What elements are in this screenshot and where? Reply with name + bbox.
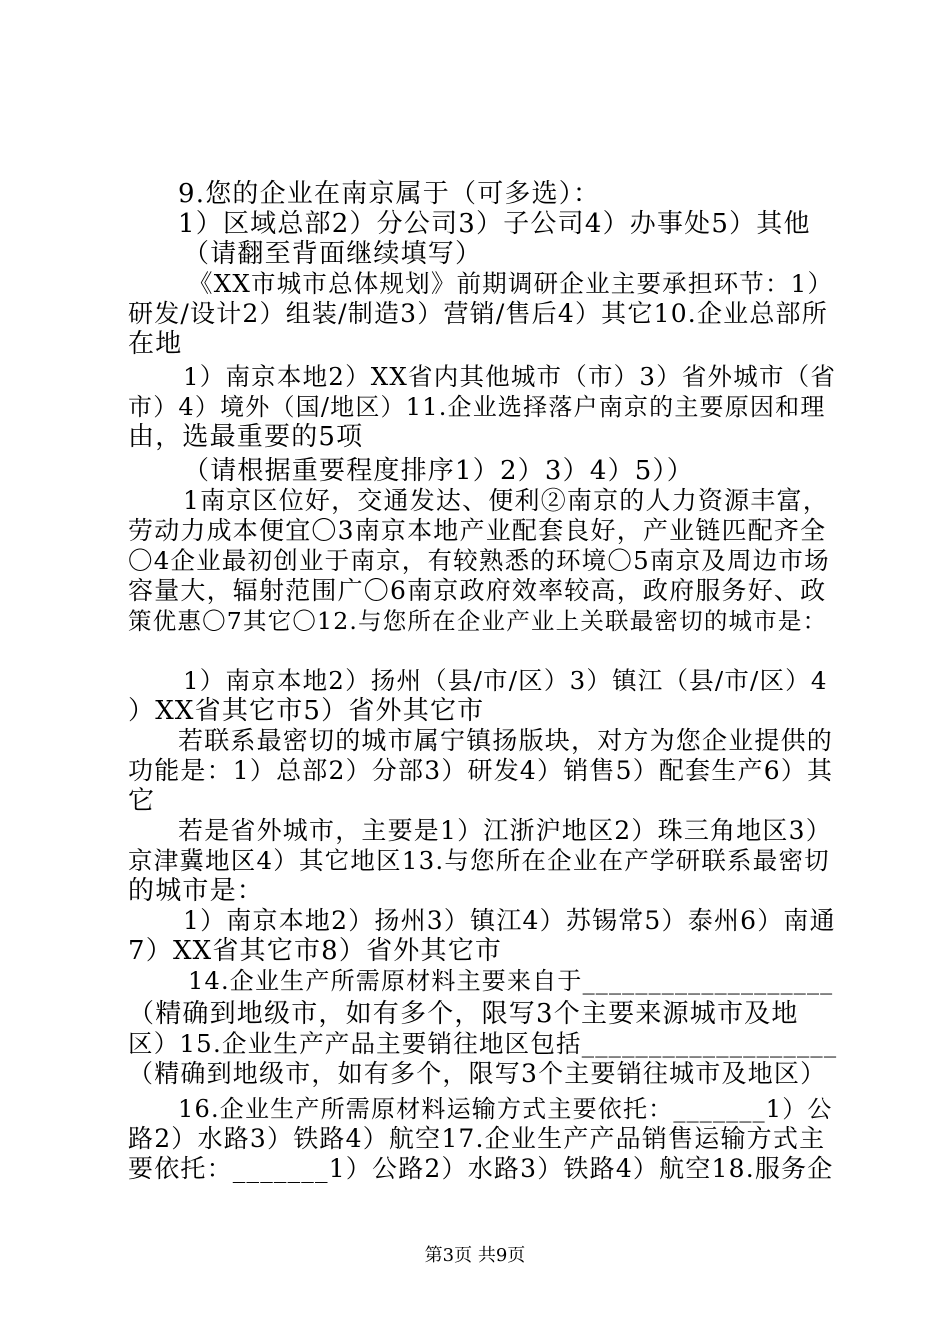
question-text-line: 若是省外城市，主要是1）江浙沪地区2）珠三角地区3） xyxy=(178,816,832,845)
question-text-line: 7）XX省其它市8）省外其它市 xyxy=(128,936,503,966)
ranking-note: （请根据重要程度排序1）2）3）4）5）） xyxy=(183,456,694,486)
page-number-footer: 第3页 共9页 xyxy=(424,1245,526,1266)
question-16-text: 16.企业生产所需原材料运输方式主要依托：_______1）公 xyxy=(178,1095,833,1123)
question-text-line: 路2）水路3）铁路4）航空17.企业生产产品销售运输方式主 xyxy=(128,1124,826,1153)
question-text-line: 研发/设计2）组装/制造3）营销/售后4）其它10.企业总部所 xyxy=(128,299,828,328)
question-text-line: 若联系最密切的城市属宁镇扬版块，对方为您企业提供的 xyxy=(178,726,834,755)
question-text-line: （精确到地级市，如有多个，限写3个主要销往城市及地区） xyxy=(128,1059,827,1088)
question-text-line: 〇4企业最初创业于南京，有较熟悉的环境〇5南京及周边市场 xyxy=(128,546,830,575)
question-text-line: 《XX市城市总体规划》前期调研企业主要承担环节：1） xyxy=(188,269,834,298)
question-11-options: 1南京区位好，交通发达、便利②南京的人力资源丰富， xyxy=(183,486,829,515)
question-15-text: 区）15.企业生产产品主要销往地区包括___________________ xyxy=(128,1029,838,1058)
question-text-line: 在地 xyxy=(128,329,183,359)
question-14-text: 14.企业生产所需原材料主要来自于___________________ xyxy=(188,967,834,995)
question-text-line: 市）4）境外（国/地区）11.企业选择落户南京的主要原因和理 xyxy=(128,393,826,421)
question-text-line: （精确到地级市，如有多个，限写3个主要来源城市及地 xyxy=(128,999,799,1029)
turn-page-note: （请翻至背面继续填写） xyxy=(183,239,483,269)
question-text-line: 劳动力成本便宜〇3南京本地产业配套良好，产业链匹配齐全 xyxy=(128,516,827,545)
question-text-line: 它 xyxy=(128,786,156,816)
question-9-title: 9.您的企业在南京属于（可多选）： xyxy=(178,179,601,209)
question-text-line: 京津冀地区4）其它地区13.与您所在企业在产学研联系最密切 xyxy=(128,846,830,875)
question-12-options: 1）南京本地2）扬州（县/市/区）3）镇江（县/市/区）4 xyxy=(183,666,828,695)
question-10-options: 1）南京本地2）XX省内其他城市（市）3）省外城市（省 xyxy=(183,362,837,391)
question-text-line: ）XX省其它市5）省外其它市 xyxy=(128,696,485,726)
question-text-line: 功能是：1）总部2）分部3）研发4）销售5）配套生产6）其 xyxy=(128,756,834,785)
question-13-options: 1）南京本地2）扬州3）镇江4）苏锡常5）泰州6）南通 xyxy=(183,906,836,935)
question-text-line: 由，选最重要的5项 xyxy=(128,422,364,452)
question-text-line: 策优惠〇7其它〇12.与您所在企业产业上关联最密切的城市是： xyxy=(128,607,828,635)
question-text-line: 的城市是： xyxy=(128,876,265,906)
question-9-options: 1）区域总部2）分公司3）子公司4）办事处5）其他 xyxy=(178,209,811,239)
question-text-line: 要依托：_______1）公路2）水路3）铁路4）航空18.服务企 xyxy=(128,1154,834,1183)
question-text-line: 容量大，辐射范围广〇6南京政府效率较高，政府服务好、政 xyxy=(128,576,827,605)
